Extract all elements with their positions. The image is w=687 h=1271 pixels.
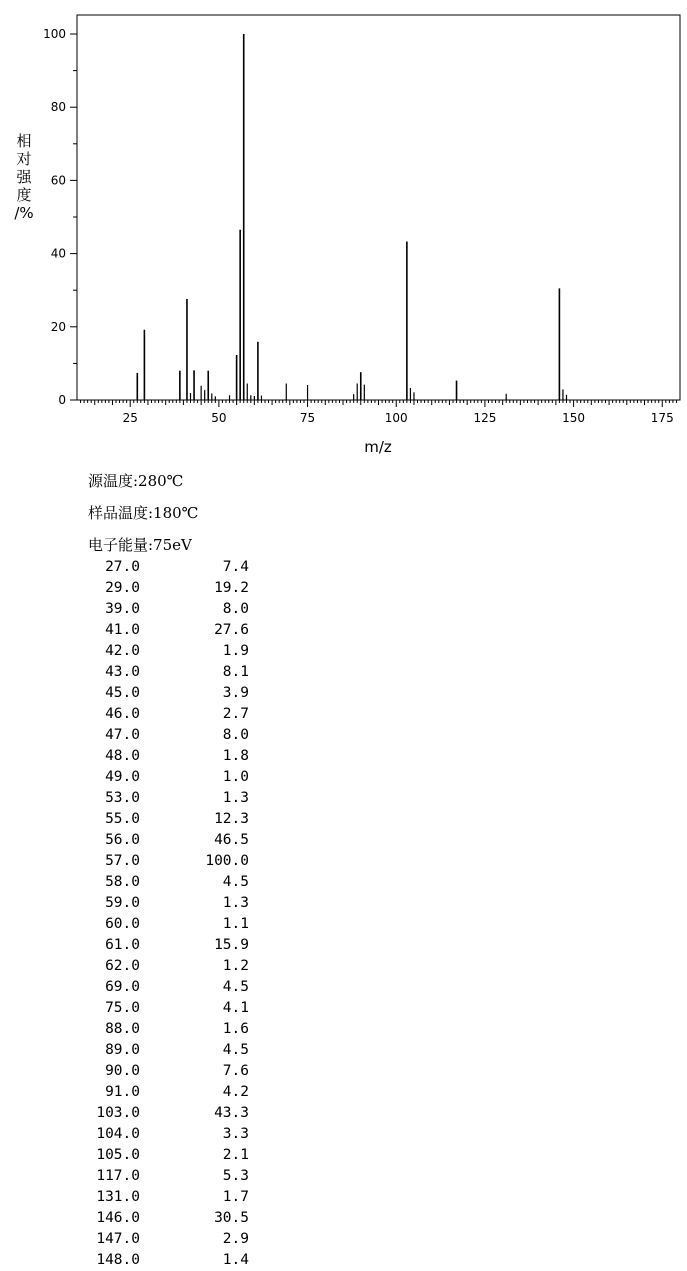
- x-tick-label: 175: [650, 411, 674, 425]
- y-tick-label: 60: [50, 173, 66, 188]
- peak-intensity: 1.6: [222, 1021, 249, 1037]
- peak-mz: 58.0: [105, 874, 140, 890]
- peak-mz: 104.0: [96, 1126, 140, 1142]
- peak-mz: 56.0: [105, 832, 140, 848]
- peak-row: [84, 557, 249, 578]
- peak-mz: 103.0: [96, 1105, 140, 1121]
- peak-row: [84, 704, 249, 725]
- x-tick-label: 125: [473, 411, 497, 425]
- peak-row: [84, 851, 249, 872]
- peak-row: [84, 935, 249, 956]
- peak-row: [84, 620, 249, 641]
- peak-mz: 62.0: [105, 958, 140, 974]
- peak-row: [84, 1208, 249, 1229]
- peak-row: [84, 956, 249, 977]
- x-tick-label: 75: [299, 411, 316, 425]
- peak-intensity: 1.3: [222, 895, 249, 911]
- peak-mz: 55.0: [105, 811, 140, 827]
- peak-intensity: 1.0: [222, 769, 249, 785]
- peak-intensity: 2.1: [222, 1147, 249, 1163]
- peak-intensity: 100.0: [205, 853, 249, 869]
- y-ticks: [43, 27, 77, 407]
- peak-mz: 27.0: [105, 559, 140, 575]
- peak-intensity: 3.9: [222, 685, 249, 701]
- y-tick-label: 40: [50, 246, 66, 261]
- peak-intensity: 12.3: [214, 811, 249, 827]
- mass-spectrum-chart: [0, 0, 687, 470]
- peak-row: [84, 914, 249, 935]
- source-temperature: 源温度:280℃: [88, 472, 184, 490]
- peak-mz: 47.0: [105, 727, 140, 743]
- peak-intensity: 7.6: [222, 1063, 249, 1079]
- peak-mz: 148.0: [96, 1252, 140, 1268]
- peak-mz: 29.0: [105, 580, 140, 596]
- electron-energy: 电子能量:75eV: [88, 536, 192, 554]
- peak-intensity: 8.0: [222, 727, 249, 743]
- peak-row: [84, 1019, 249, 1040]
- peak-row: [84, 641, 249, 662]
- peak-intensity: 1.8: [222, 748, 249, 764]
- peak-intensity: 1.4: [222, 1252, 249, 1268]
- peak-mz: 91.0: [105, 1084, 140, 1100]
- peak-mz: 147.0: [96, 1231, 140, 1247]
- peak-intensity: 7.4: [222, 559, 249, 575]
- peak-intensity: 4.5: [222, 874, 249, 890]
- peak-intensity: 15.9: [214, 937, 249, 953]
- peak-row: [84, 1166, 249, 1187]
- peak-mz: 88.0: [105, 1021, 140, 1037]
- peak-row: [84, 1040, 249, 1061]
- x-axis-label: m/z: [364, 438, 392, 456]
- peak-intensity: 2.9: [222, 1231, 249, 1247]
- y-tick-label: 80: [50, 100, 66, 115]
- peak-mz: 42.0: [105, 643, 140, 659]
- peak-row: [84, 662, 249, 683]
- x-tick-label: 150: [562, 411, 586, 425]
- peak-mz: 146.0: [96, 1210, 140, 1226]
- y-tick-label: 100: [43, 27, 66, 41]
- peak-mz: 89.0: [105, 1042, 140, 1058]
- y-axis-label-char: 相: [16, 132, 32, 150]
- peak-row: [84, 683, 249, 704]
- peak-mz: 105.0: [96, 1147, 140, 1163]
- peak-row: [84, 746, 249, 767]
- sample-temperature: 样品温度:180℃: [88, 504, 199, 522]
- peak-intensity: 46.5: [214, 832, 249, 848]
- peak-row: [84, 725, 249, 746]
- peak-row: [84, 872, 249, 893]
- peak-mz: 41.0: [105, 622, 140, 638]
- peak-mz: 131.0: [96, 1189, 140, 1205]
- peak-mz: 48.0: [105, 748, 140, 764]
- peak-row: [84, 977, 249, 998]
- peak-intensity: 1.7: [222, 1189, 249, 1205]
- peak-mz: 61.0: [105, 937, 140, 953]
- peak-row: [84, 998, 249, 1019]
- peak-intensity: 8.0: [222, 601, 249, 617]
- peak-row: [84, 809, 249, 830]
- x-tick-label: 50: [211, 411, 227, 425]
- peak-intensity: 3.3: [222, 1126, 249, 1142]
- peak-table: [84, 557, 249, 1271]
- y-tick-label: 20: [50, 319, 66, 334]
- x-tick-label: 100: [384, 411, 408, 425]
- peak-mz: 46.0: [105, 706, 140, 722]
- y-axis-label-char: /%: [14, 204, 34, 222]
- peak-intensity: 4.5: [222, 1042, 249, 1058]
- peak-row: [84, 1103, 249, 1124]
- peak-mz: 57.0: [105, 853, 140, 869]
- y-axis-label-char: 度: [16, 186, 32, 204]
- x-tick-label: 25: [122, 411, 138, 425]
- plot-frame: [77, 15, 680, 400]
- peak-mz: 53.0: [105, 790, 140, 806]
- peak-mz: 59.0: [105, 895, 140, 911]
- peak-intensity: 4.2: [222, 1084, 249, 1100]
- peak-mz: 69.0: [105, 979, 140, 995]
- peak-intensity: 2.7: [222, 706, 249, 722]
- peak-row: [84, 1061, 249, 1082]
- peak-intensity: 1.9: [222, 643, 249, 659]
- peak-intensity: 1.3: [222, 790, 249, 806]
- peak-row: [84, 1229, 249, 1250]
- peak-intensity: 8.1: [222, 664, 249, 680]
- peak-row: [84, 767, 249, 788]
- peak-intensity: 5.3: [222, 1168, 249, 1184]
- peak-bars: [137, 34, 566, 400]
- peak-row: [84, 1145, 249, 1166]
- y-axis-label-char: 强: [16, 168, 32, 186]
- peak-row: [84, 1082, 249, 1103]
- peak-intensity: 30.5: [214, 1210, 249, 1226]
- peak-intensity: 19.2: [214, 580, 249, 596]
- peak-mz: 90.0: [105, 1063, 140, 1079]
- peak-intensity: 4.5: [222, 979, 249, 995]
- peak-row: [84, 1124, 249, 1145]
- peak-mz: 75.0: [105, 1000, 140, 1016]
- peak-intensity: 1.2: [222, 958, 249, 974]
- peak-intensity: 1.1: [222, 916, 249, 932]
- peak-mz: 45.0: [105, 685, 140, 701]
- peak-row: [84, 893, 249, 914]
- peak-intensity: 27.6: [214, 622, 249, 638]
- peak-intensity: 43.3: [214, 1105, 249, 1121]
- peak-row: [84, 599, 249, 620]
- x-minor-ticks: [81, 400, 677, 405]
- peak-row: [84, 788, 249, 809]
- peak-mz: 49.0: [105, 769, 140, 785]
- y-axis-label: [14, 132, 34, 222]
- peak-mz: 39.0: [105, 601, 140, 617]
- peak-row: [84, 578, 249, 599]
- peak-mz: 43.0: [105, 664, 140, 680]
- peak-row: [84, 1187, 249, 1208]
- y-tick-label: 0: [58, 393, 66, 407]
- y-axis-label-char: 对: [16, 150, 32, 168]
- peak-intensity: 4.1: [222, 1000, 249, 1016]
- peak-row: [84, 830, 249, 851]
- peak-mz: 60.0: [105, 916, 140, 932]
- peak-row: [84, 1250, 249, 1271]
- peak-mz: 117.0: [96, 1168, 140, 1184]
